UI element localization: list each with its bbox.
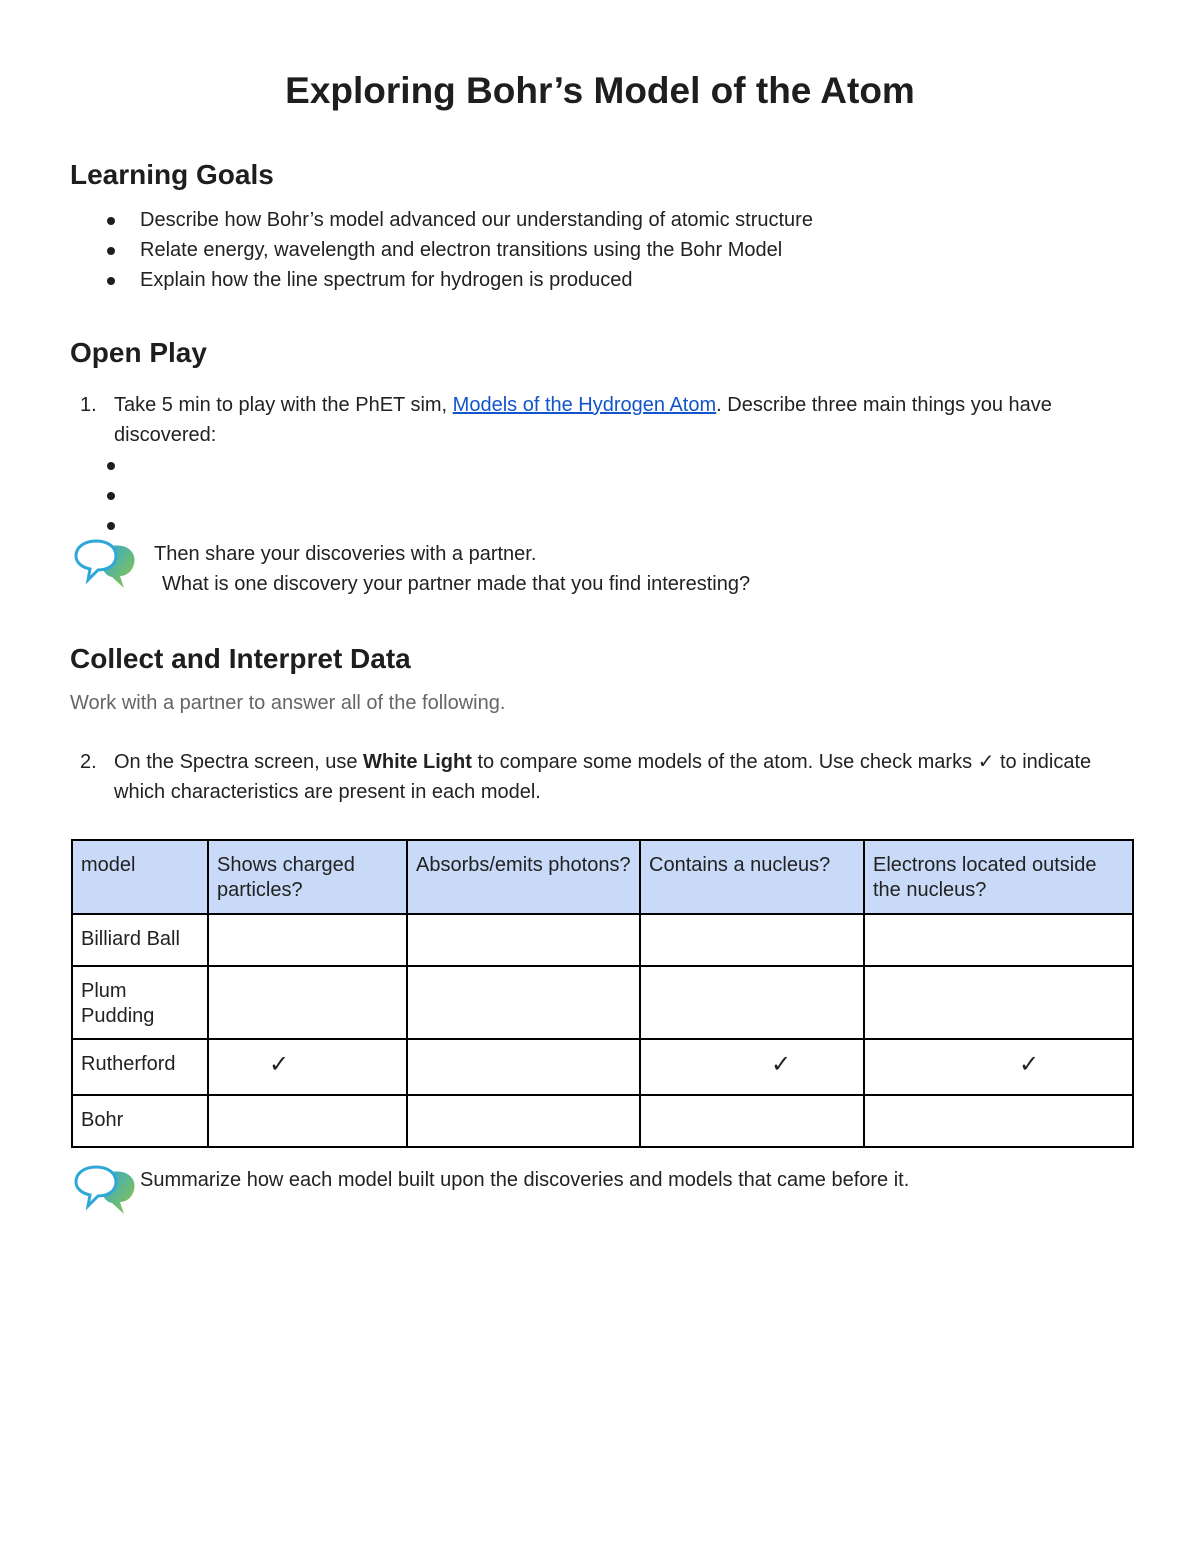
list-item: Explain how the line spectrum for hydrogen is produced	[140, 265, 813, 295]
answer-cell[interactable]	[864, 966, 1133, 1039]
answer-bullet	[107, 522, 115, 530]
column-header: model	[72, 840, 208, 914]
answer-cell[interactable]	[640, 914, 864, 966]
question-2-text	[114, 747, 1124, 807]
answer-cell[interactable]	[208, 966, 407, 1039]
answer-bullet	[107, 492, 115, 500]
table-row	[72, 914, 1133, 966]
column-header: Shows charged particles?	[208, 840, 407, 914]
answer-cell[interactable]	[407, 1095, 640, 1147]
answer-cell[interactable]	[864, 914, 1133, 966]
question-2-intro: On the Spectra screen, use	[114, 751, 364, 773]
checkmark: ✓	[269, 1051, 290, 1078]
question-1-text	[114, 390, 1124, 450]
column-header: Electrons located outside the nucleus?	[864, 840, 1133, 914]
collect-data-heading: Collect and Interpret Data	[70, 643, 411, 674]
partner-question: What is one discovery your partner made that you find interesting?	[162, 573, 751, 595]
checkmark: ✓	[771, 1051, 792, 1078]
checkmark: ✓	[1019, 1051, 1040, 1078]
answer-cell[interactable]	[407, 914, 640, 966]
table-row	[72, 1095, 1133, 1147]
answer-cell[interactable]	[640, 966, 864, 1039]
atom-models-table	[71, 839, 1134, 1148]
page-title: Exploring Bohr’s Model of the Atom	[285, 70, 915, 111]
column-header: Contains a nucleus?	[640, 840, 864, 914]
question-number: 1.	[80, 394, 97, 416]
answer-bullet	[107, 462, 115, 470]
answer-cell[interactable]	[864, 1039, 1133, 1095]
table-row	[72, 1039, 1133, 1095]
answer-cell[interactable]	[407, 1039, 640, 1095]
column-header: Absorbs/emits photons?	[407, 840, 640, 914]
answer-cell[interactable]	[640, 1039, 864, 1095]
summary-prompt: Summarize how each model built upon the discoveries and models that came before it.	[140, 1169, 910, 1191]
table-row	[72, 966, 1133, 1039]
share-instruction: Then share your discoveries with a partner.	[154, 543, 537, 565]
question-number: 2.	[80, 751, 97, 773]
list-item: Relate energy, wavelength and electron transitions using the Bohr Model	[140, 235, 813, 265]
discussion-bubbles-icon	[72, 1164, 136, 1220]
question-2-rest: to compare some models of the atom. Use check marks ✓ to indicate which characteristics are present in each model.	[114, 751, 1092, 803]
discussion-bubbles-icon	[72, 538, 136, 594]
model-name-cell: Bohr	[72, 1095, 208, 1147]
question-1-intro: Take 5 min to play with the PhET sim,	[114, 394, 453, 416]
answer-cell[interactable]	[208, 1039, 407, 1095]
white-light-term: White Light	[363, 751, 472, 773]
answer-cell[interactable]	[407, 966, 640, 1039]
open-play-heading: Open Play	[70, 337, 207, 368]
answer-cell[interactable]	[208, 914, 407, 966]
learning-goals-list	[140, 205, 813, 295]
phet-sim-link[interactable]: Models of the Hydrogen Atom	[452, 394, 717, 416]
answer-cell[interactable]	[864, 1095, 1133, 1147]
model-name-cell: Billiard Ball	[72, 914, 208, 966]
model-name-cell: Rutherford	[72, 1039, 208, 1095]
answer-cell[interactable]	[208, 1095, 407, 1147]
learning-goals-heading: Learning Goals	[70, 159, 274, 190]
list-item: Describe how Bohr’s model advanced our understanding of atomic structure	[140, 205, 813, 235]
model-name-cell: Plum Pudding	[72, 966, 208, 1039]
question-1-rest: . Describe three main things you have discovered:	[114, 394, 1052, 446]
answer-cell[interactable]	[640, 1095, 864, 1147]
collect-data-subtitle: Work with a partner to answer all of the following.	[70, 692, 506, 714]
